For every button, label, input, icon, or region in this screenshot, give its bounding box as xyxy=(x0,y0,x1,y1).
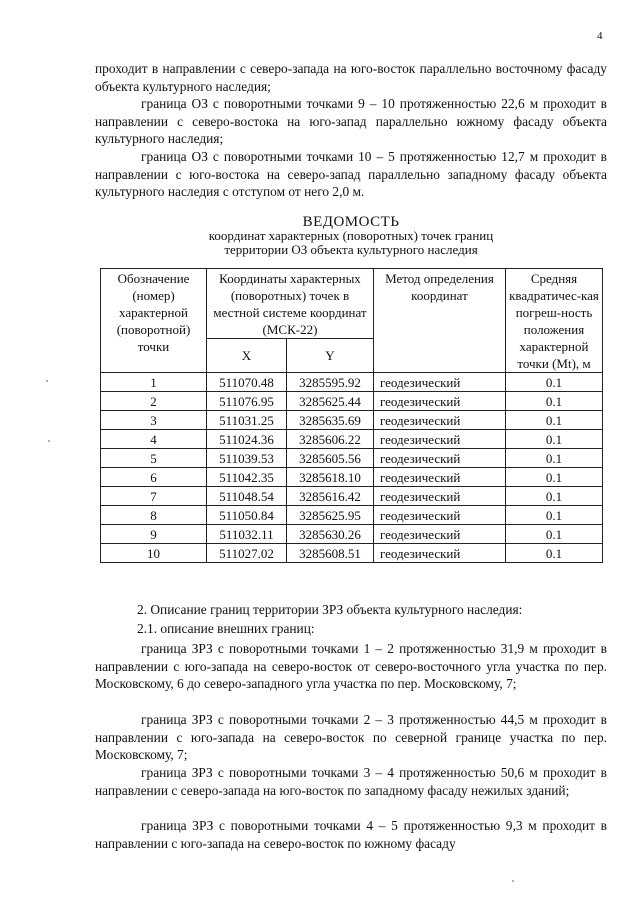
statement-subtitle-line2: территории ОЗ объекта культурного наследия xyxy=(224,242,478,257)
mean-error-cell: 0.1 xyxy=(506,468,603,487)
table-row xyxy=(101,373,603,392)
table-row xyxy=(101,487,603,506)
point-number-cell: 3 xyxy=(101,411,207,430)
scan-speck xyxy=(46,380,48,382)
point-number-cell: 2 xyxy=(101,392,207,411)
paragraph-zrz-3-4: граница ЗРЗ с поворотными точками 3 – 4 протяженностью 50,6 м проходит в направлении с северо-запада на юго-восток по западному фасаду нежилых зданий; xyxy=(95,765,607,798)
mean-error-cell: 0.1 xyxy=(506,373,603,392)
x-coordinate-cell: 511042.35 xyxy=(207,468,287,487)
header-x: X xyxy=(207,339,287,373)
method-cell: геодезический xyxy=(374,392,506,411)
header-method: Метод определения координат xyxy=(374,269,506,373)
x-coordinate-cell: 511048.54 xyxy=(207,487,287,506)
y-coordinate-cell: 3285608.51 xyxy=(287,544,374,563)
paragraph-boundary-10-5: граница ОЗ с поворотными точками 10 – 5 протяженностью 12,7 м проходит в направлении с юго-востока на северо-запад параллельно западному фасаду объекта культурного наследия с отступом от него 2,0 м. xyxy=(95,149,607,199)
method-cell: геодезический xyxy=(374,544,506,563)
header-y: Y xyxy=(287,339,374,373)
mean-error-cell: 0.1 xyxy=(506,525,603,544)
table-row xyxy=(101,468,603,487)
table-row xyxy=(101,544,603,563)
method-cell: геодезический xyxy=(374,468,506,487)
section-2-title: 2. Описание границ территории ЗРЗ объекта культурного наследия: xyxy=(137,602,523,617)
x-coordinate-cell: 511076.95 xyxy=(207,392,287,411)
paragraph-zrz-2-3: граница ЗРЗ с поворотными точками 2 – 3 протяженностью 44,5 м проходит в направлении с юго-запада на северо-восток по северной границе участка по пер. Московскому, 7; xyxy=(95,712,607,762)
x-coordinate-cell: 511031.25 xyxy=(207,411,287,430)
statement-heading xyxy=(95,215,607,257)
statement-subtitle-line1: координат характерных (поворотных) точек границ xyxy=(208,228,494,243)
method-cell: геодезический xyxy=(374,506,506,525)
point-number-cell: 8 xyxy=(101,506,207,525)
x-coordinate-cell: 511032.11 xyxy=(207,525,287,544)
y-coordinate-cell: 3285635.69 xyxy=(287,411,374,430)
table-row xyxy=(101,449,603,468)
mean-error-cell: 0.1 xyxy=(506,430,603,449)
x-coordinate-cell: 511024.36 xyxy=(207,430,287,449)
paragraph-zrz-1-2: граница ЗРЗ с поворотными точками 1 – 2 протяженностью 31,9 м проходит в направлении с юго-запада на северо-восток от северо-восточного угла участка по пер. Московскому, 6 до северо-западного угла участка по пер. Московскому, 7; xyxy=(95,641,607,691)
y-coordinate-cell: 3285616.42 xyxy=(287,487,374,506)
header-mean-error: Средняя квадратичес-кая погреш-ность положения характерной точки (Mt), м xyxy=(506,269,603,373)
x-coordinate-cell: 511027.02 xyxy=(207,544,287,563)
scan-speck xyxy=(48,440,50,442)
y-coordinate-cell: 3285595.92 xyxy=(287,373,374,392)
x-coordinate-cell: 511039.53 xyxy=(207,449,287,468)
method-cell: геодезический xyxy=(374,487,506,506)
page-number: 4 xyxy=(597,30,603,42)
x-coordinate-cell: 511050.84 xyxy=(207,506,287,525)
header-point-designation: Обозначение (номер) характерной (поворотной) точки xyxy=(101,269,207,373)
statement-title: ВЕДОМОСТЬ xyxy=(302,214,400,230)
y-coordinate-cell: 3285606.22 xyxy=(287,430,374,449)
table-row xyxy=(101,411,603,430)
mean-error-cell: 0.1 xyxy=(506,544,603,563)
point-number-cell: 6 xyxy=(101,468,207,487)
y-coordinate-cell: 3285625.44 xyxy=(287,392,374,411)
table-row xyxy=(101,506,603,525)
y-coordinate-cell: 3285625.95 xyxy=(287,506,374,525)
paragraph-zrz-4-5: граница ЗРЗ с поворотными точками 4 – 5 протяженностью 9,3 м проходит в направлении с юго-запада на северо-восток по южному фасаду xyxy=(95,818,607,851)
point-number-cell: 5 xyxy=(101,449,207,468)
point-number-cell: 4 xyxy=(101,430,207,449)
table-row xyxy=(101,392,603,411)
method-cell: геодезический xyxy=(374,373,506,392)
method-cell: геодезический xyxy=(374,411,506,430)
point-number-cell: 10 xyxy=(101,544,207,563)
y-coordinate-cell: 3285618.10 xyxy=(287,468,374,487)
method-cell: геодезический xyxy=(374,525,506,544)
y-coordinate-cell: 3285605.56 xyxy=(287,449,374,468)
coordinates-table xyxy=(100,268,603,563)
table-row xyxy=(101,525,603,544)
header-coordinates: Координаты характерных (поворотных) точек в местной системе координат (МСК-22) xyxy=(207,269,374,339)
table-row xyxy=(101,430,603,449)
scan-speck xyxy=(512,880,514,882)
mean-error-cell: 0.1 xyxy=(506,411,603,430)
y-coordinate-cell: 3285630.26 xyxy=(287,525,374,544)
section-2-1-title: 2.1. описание внешних границ: xyxy=(137,621,315,636)
paragraph-boundary-9-10: граница ОЗ с поворотными точками 9 – 10 протяженностью 22,6 м проходит в направлении с северо-востока на юго-запад параллельно южному фасаду объекта культурного наследия; xyxy=(95,96,607,146)
mean-error-cell: 0.1 xyxy=(506,506,603,525)
mean-error-cell: 0.1 xyxy=(506,392,603,411)
method-cell: геодезический xyxy=(374,430,506,449)
method-cell: геодезический xyxy=(374,449,506,468)
mean-error-cell: 0.1 xyxy=(506,487,603,506)
paragraph-east-facade: проходит в направлении с северо-запада на юго-восток параллельно восточному фасаду объекта культурного наследия; xyxy=(95,61,607,94)
point-number-cell: 1 xyxy=(101,373,207,392)
point-number-cell: 9 xyxy=(101,525,207,544)
mean-error-cell: 0.1 xyxy=(506,449,603,468)
x-coordinate-cell: 511070.48 xyxy=(207,373,287,392)
point-number-cell: 7 xyxy=(101,487,207,506)
